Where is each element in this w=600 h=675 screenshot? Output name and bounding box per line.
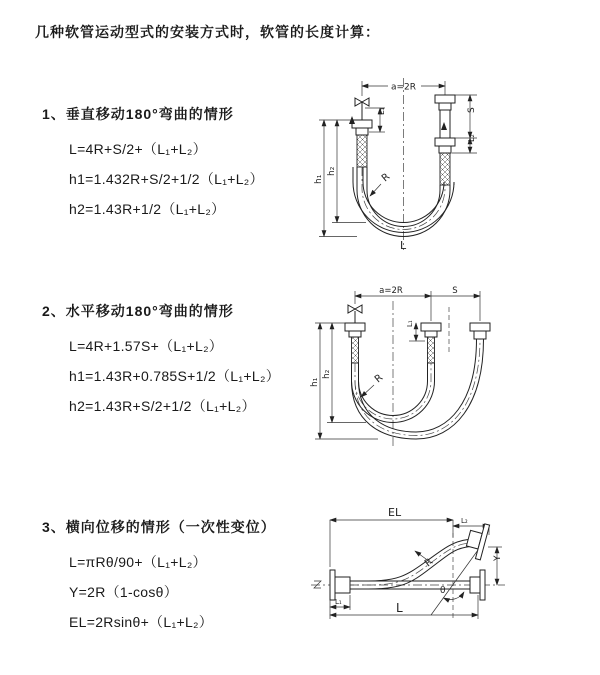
- dim-label-R: R: [372, 372, 386, 386]
- dimension-S: [455, 95, 477, 138]
- curved-hose: [350, 540, 470, 590]
- right-flange: [470, 570, 485, 600]
- section-lateral-displacement: [42, 517, 276, 637]
- section-1-formulas: [69, 134, 264, 224]
- diagram-lateral-displacement: [293, 495, 600, 663]
- dim-label-L2: L₂: [467, 134, 476, 142]
- section-2-formulas: [69, 331, 280, 421]
- left-pipe-fitting: [345, 323, 365, 363]
- dim-label-S: S: [467, 107, 477, 113]
- valve-icon: [355, 98, 369, 120]
- left-pipe-fitting: [352, 120, 372, 167]
- dim-label-h2: h₂: [322, 369, 332, 379]
- dim-label-L1: L₁: [335, 598, 342, 606]
- dim-label-L2: L₂: [461, 517, 468, 525]
- dimension-h1: [310, 323, 378, 439]
- section-1-heading: 1、垂直移动180°弯曲的情形: [42, 106, 234, 122]
- dimension-h1: [314, 120, 357, 237]
- right-pipe-fitting: [470, 323, 490, 339]
- section-horizontal-movement: [42, 301, 280, 421]
- dimension-L2: [452, 134, 477, 153]
- centerline-break-mark: [314, 581, 321, 588]
- section-vertical-movement: [42, 104, 264, 224]
- radius-callout: [370, 171, 392, 196]
- formula-h2: h2=1.43R+S/2+1/2（L₁+L₂）: [69, 398, 256, 414]
- diagram-horizontal-180-bend: [298, 283, 598, 463]
- dim-label-L: L: [396, 601, 403, 615]
- right-pipe-fittings: [435, 95, 455, 185]
- u-bend-hose-displaced: [352, 339, 484, 439]
- radius-callout: [361, 372, 385, 397]
- dim-label-R: R: [422, 556, 436, 570]
- formula-L: L=4R+S/2+（L₁+L₂）: [69, 141, 207, 157]
- dim-label-L1: L₁: [406, 320, 414, 327]
- dimension-EL: [330, 506, 453, 570]
- formula-h1: h1=1.43R+0.785S+1/2（L₁+L₂）: [69, 368, 280, 384]
- braided-hose-section: [440, 153, 450, 185]
- valve-icon: [348, 305, 362, 323]
- page-title: 几种软管运动型式的安装方式时，软管的长度计算：: [35, 24, 380, 40]
- section-3-formulas: [69, 547, 276, 637]
- up-arrow: [441, 122, 447, 130]
- displaced-flange: [464, 521, 490, 560]
- dimension-Y: [488, 547, 503, 585]
- dimension-S: [431, 286, 480, 321]
- braided-hose-section: [357, 135, 367, 167]
- formula-L: L=4R+1.57S+（L₁+L₂）: [69, 338, 224, 354]
- dimension-h2: [322, 323, 366, 423]
- dim-label-L1: L₁: [377, 107, 386, 115]
- dim-label-theta: θ: [440, 586, 446, 596]
- dim-label-R: R: [379, 171, 393, 185]
- dim-label-Y: Y: [493, 555, 503, 561]
- dim-label-h1: h₁: [314, 174, 324, 184]
- section-3-heading: 3、横向位移的情形（一次性变位）: [42, 519, 276, 535]
- dim-label-S: S: [452, 286, 458, 296]
- dim-label-h2: h₂: [327, 166, 337, 176]
- dim-label-a2R: a=2R: [379, 286, 403, 296]
- formula-h2: h2=1.43R+1/2（L₁+L₂）: [69, 201, 226, 217]
- diagram-vertical-180-bend: [300, 72, 595, 264]
- dim-label-h1: h₁: [310, 377, 320, 387]
- dimension-a2R: [362, 81, 445, 96]
- dim-label-EL: EL: [388, 506, 402, 519]
- section-2-heading: 2、水平移动180°弯曲的情形: [42, 303, 234, 319]
- formula-EL: EL=2Rsinθ+（L₁+L₂）: [69, 614, 214, 630]
- formula-h1: h1=1.432R+S/2+1/2（L₁+L₂）: [69, 171, 264, 187]
- middle-pipe-fitting: [421, 323, 441, 363]
- formula-L: L=πRθ/90+（L₁+L₂）: [69, 554, 207, 570]
- left-flange: [330, 570, 350, 600]
- dim-label-a2R: a=2R: [390, 82, 417, 93]
- formula-Y: Y=2R（1-cosθ）: [69, 584, 179, 600]
- dim-label-L: L: [400, 239, 407, 252]
